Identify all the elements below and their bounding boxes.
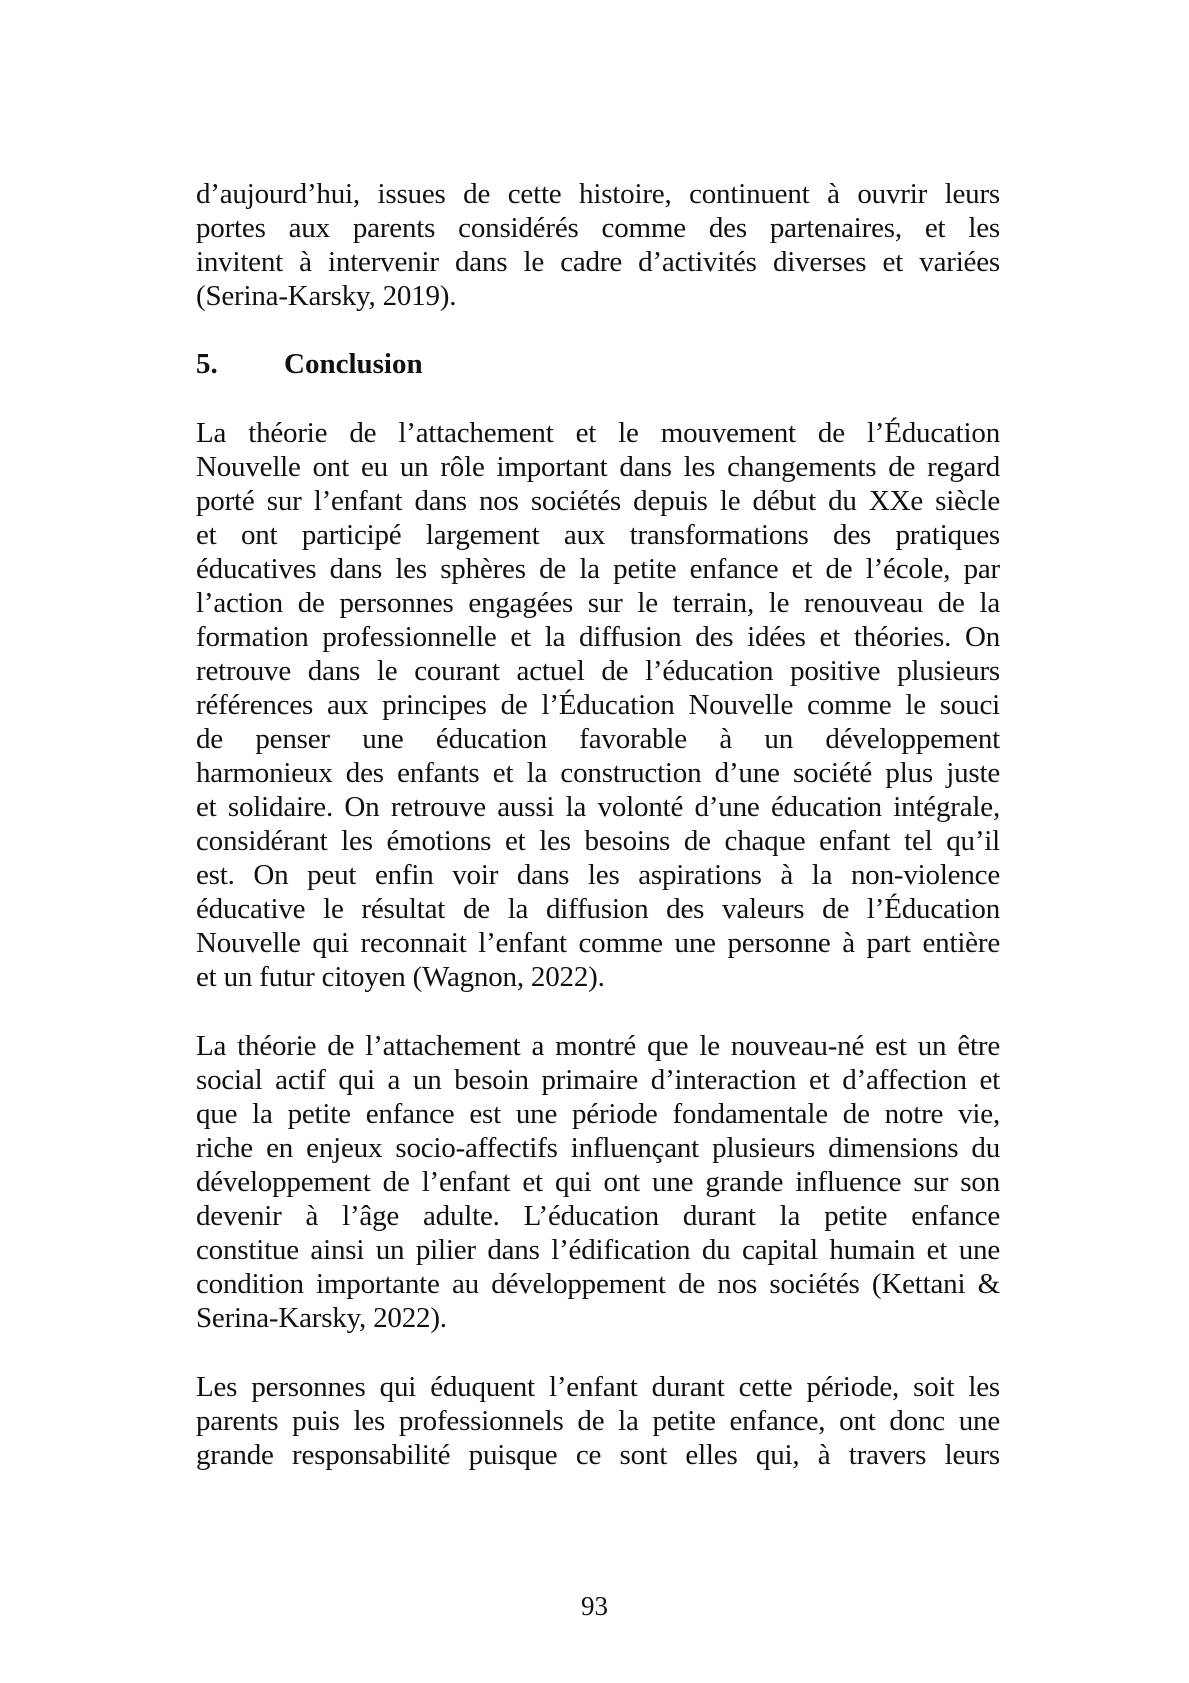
text-line: formation professionnelle et la diffusion des idées et théories. On <box>196 621 1000 653</box>
text-line: est. On peut enfin voir dans les aspirations à la non-violence <box>196 859 1000 891</box>
text-line: Les personnes qui éduquent l’enfant durant cette période, soit les <box>196 1371 1000 1403</box>
text-line: grande responsabilité puisque ce sont elles qui, à travers leurs <box>196 1439 1000 1471</box>
text-line: et un futur citoyen (Wagnon, 2022). <box>196 961 605 993</box>
section-number: 5. <box>196 348 218 380</box>
text-line: Nouvelle qui reconnait l’enfant comme une personne à part entière <box>196 927 1000 959</box>
text-line: que la petite enfance est une période fondamentale de notre vie, <box>196 1098 1000 1130</box>
text-line: de penser une éducation favorable à un développement <box>196 723 1000 755</box>
text-line: constitue ainsi un pilier dans l’édification du capital humain et une <box>196 1234 1000 1266</box>
text-line: références aux principes de l’Éducation Nouvelle comme le souci <box>196 689 1000 721</box>
text-line: parents puis les professionnels de la petite enfance, ont donc une <box>196 1405 1000 1437</box>
text-line: devenir à l’âge adulte. L’éducation durant la petite enfance <box>196 1200 1000 1232</box>
page-number: 93 <box>581 1591 608 1621</box>
text-line: Serina-Karsky, 2022). <box>196 1302 447 1334</box>
text-line: retrouve dans le courant actuel de l’éducation positive plusieurs <box>196 655 1000 687</box>
text-line: harmonieux des enfants et la construction d’une société plus juste <box>196 757 1000 789</box>
section-title: Conclusion <box>284 348 423 380</box>
text-line: porté sur l’enfant dans nos sociétés depuis le début du XXe siècle <box>196 485 1000 517</box>
text-line: Nouvelle ont eu un rôle important dans les changements de regard <box>196 451 1000 483</box>
text-line: développement de l’enfant et qui ont une grande influence sur son <box>196 1166 1000 1198</box>
text-line: La théorie de l’attachement et le mouvement de l’Éducation <box>196 417 1000 449</box>
section-heading <box>196 347 423 381</box>
text-line: et ont participé largement aux transformations des pratiques <box>196 519 1000 551</box>
text-line: et solidaire. On retrouve aussi la volonté d’une éducation intégrale, <box>196 791 1000 823</box>
text-line: riche en enjeux socio-affectifs influençant plusieurs dimensions du <box>196 1132 1000 1164</box>
text-line: (Serina-Karsky, 2019). <box>196 280 457 312</box>
text-line: éducatives dans les sphères de la petite enfance et de l’école, par <box>196 553 1000 585</box>
text-line: La théorie de l’attachement a montré que le nouveau-né est un être <box>196 1030 1000 1062</box>
text-line: invitent à intervenir dans le cadre d’activités diverses et variées <box>196 246 1000 278</box>
text-line: social actif qui a un besoin primaire d’interaction et d’affection et <box>196 1064 1000 1096</box>
text-line: d’aujourd’hui, issues de cette histoire, continuent à ouvrir leurs <box>196 178 1000 210</box>
text-line: considérant les émotions et les besoins de chaque enfant tel qu’il <box>196 825 1000 857</box>
text-line: l’action de personnes engagées sur le terrain, le renouveau de la <box>196 587 1000 619</box>
text-line: éducative le résultat de la diffusion des valeurs de l’Éducation <box>196 893 1000 925</box>
text-line: portes aux parents considérés comme des partenaires, et les <box>196 212 1000 244</box>
text-line: condition importante au développement de nos sociétés (Kettani & <box>196 1268 1000 1300</box>
